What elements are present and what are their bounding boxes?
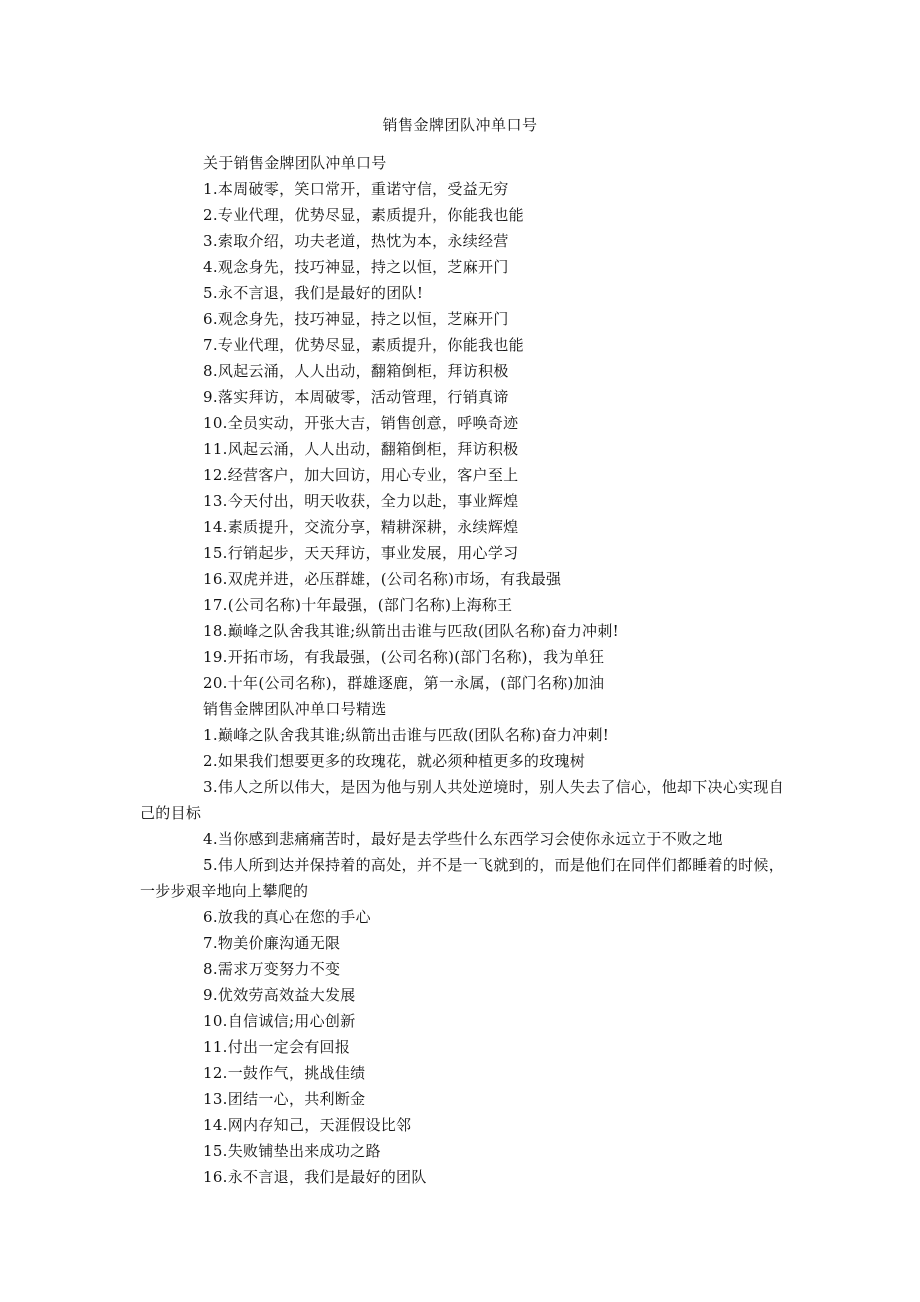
slogan-line: 6.放我的真心在您的手心: [203, 908, 371, 926]
document-title: 销售金牌团队冲单口号: [382, 116, 538, 134]
slogan-line: 12.经营客户，加大回访，用心专业，客户至上: [203, 466, 519, 484]
slogan-line: 20.十年(公司名称)，群雄逐鹿，第一永属，(部门名称)加油: [203, 674, 605, 692]
slogan-line: 2.如果我们想要更多的玫瑰花，就必须种植更多的玫瑰树: [203, 752, 586, 770]
slogan-line: 10.全员实动，开张大吉，销售创意，呼唤奇迹: [203, 414, 519, 432]
slogan-line: 2.专业代理，优势尽显，素质提升，你能我也能: [203, 206, 524, 224]
slogan-line: 13.团结一心，共利断金: [203, 1090, 366, 1108]
slogan-line: 14.素质提升，交流分享，精耕深耕，永续辉煌: [203, 518, 519, 536]
slogan-line: 7.物美价廉沟通无限: [203, 934, 341, 952]
document-body: [140, 150, 790, 1190]
slogan-line: 6.观念身先，技巧神显，持之以恒，芝麻开门: [203, 310, 509, 328]
slogan-line: 3.伟人之所以伟大，是因为他与别人共处逆境时，别人失去了信心，他却下决心实现自己的目标: [140, 778, 785, 822]
section2-heading: 销售金牌团队冲单口号精选: [203, 700, 387, 718]
slogan-line: 5.永不言退，我们是最好的团队!: [203, 284, 424, 302]
slogan-line: 14.网内存知己，天涯假设比邻: [203, 1116, 412, 1134]
slogan-line: 15.失败铺垫出来成功之路: [203, 1142, 381, 1160]
slogan-line: 15.行销起步，天天拜访，事业发展，用心学习: [203, 544, 519, 562]
slogan-line: 5.伟人所到达并保持着的高处，并不是一飞就到的，而是他们在同伴们都睡着的时候，一步步艰辛地向上攀爬的: [140, 856, 785, 900]
slogan-line: 4.当你感到悲痛痛苦时，最好是去学些什么东西学习会使你永远立于不败之地: [203, 830, 723, 848]
section1-heading: 关于销售金牌团队冲单口号: [203, 154, 387, 172]
slogan-line: 8.风起云涌，人人出动，翻箱倒柜，拜访积极: [203, 362, 509, 380]
slogan-line: 13.今天付出，明天收获，全力以赴，事业辉煌: [203, 492, 519, 510]
slogan-line: 19.开拓市场，有我最强，(公司名称)(部门名称)，我为单狂: [203, 648, 605, 666]
slogan-line: 1.巅峰之队舍我其谁;纵箭出击谁与匹敌(团队名称)奋力冲刺!: [203, 726, 610, 744]
section1-list: [140, 176, 790, 696]
slogan-line: 12.一鼓作气，挑战佳绩: [203, 1064, 366, 1082]
slogan-line: 17.(公司名称)十年最强，(部门名称)上海称王: [203, 596, 513, 614]
slogan-line: 11.风起云涌，人人出动，翻箱倒柜，拜访积极: [203, 440, 519, 458]
slogan-line: 16.双虎并进，必压群雄，(公司名称)市场，有我最强: [203, 570, 562, 588]
slogan-line: 3.索取介绍，功夫老道，热忱为本，永续经营: [203, 232, 509, 250]
slogan-line: 8.需求万变努力不变: [203, 960, 341, 978]
section2-list: [140, 722, 790, 1190]
slogan-line: 7.专业代理，优势尽显，素质提升，你能我也能: [203, 336, 524, 354]
slogan-line: 11.付出一定会有回报: [203, 1038, 351, 1056]
slogan-line: 9.优效劳高效益大发展: [203, 986, 356, 1004]
slogan-line: 4.观念身先，技巧神显，持之以恒，芝麻开门: [203, 258, 509, 276]
slogan-line: 10.自信诚信;用心创新: [203, 1012, 356, 1030]
slogan-line: 1.本周破零，笑口常开，重诺守信，受益无穷: [203, 180, 509, 198]
slogan-line: 9.落实拜访，本周破零，活动管理，行销真谛: [203, 388, 509, 406]
slogan-line: 18.巅峰之队舍我其谁;纵箭出击谁与匹敌(团队名称)奋力冲刺!: [203, 622, 619, 640]
slogan-line: 16.永不言退，我们是最好的团队: [203, 1168, 427, 1186]
